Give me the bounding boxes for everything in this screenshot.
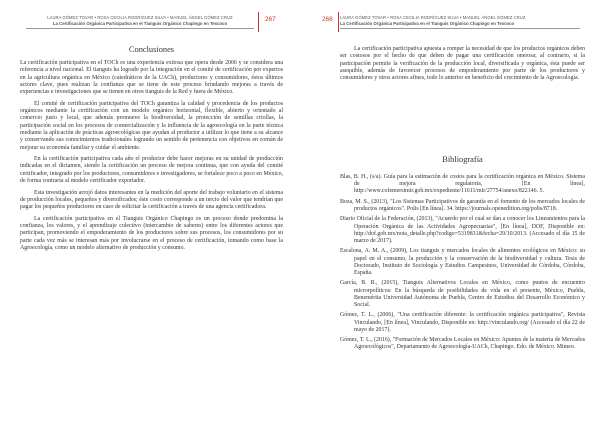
bibliography-list [340,174,585,355]
conclusions-body [20,60,283,257]
bibliography-entry: Boza, M. S., (2013), "Los Sistemas Participativos de garantía en el fomento de los mercados locales de productos orgánicos". Polis [En línea]. 34. https://journals.openedition.org/polis/8718. [340,198,585,212]
right-page [300,0,600,440]
left-header-title: La Certificación Orgánica Participativa en el Tianguis Orgánico Chapingo en Texcoco [52,21,228,26]
conclusions-paragraph: La certificación participativa en el TOCh es una experiencia exitosa que opera desde 2006 y se considera una referencia a nivel nacional. El tianguis ha logrado por la integración en el comité de certificación por expertos en la agricultura orgánica en México (catedráticos de la UACh), productores y consumidores, éstos últimos actores clave, pues realizan la confianza que se tiene de este proceso brindando mejoras a través de experiencias e investigaciones que se tienen en otros tianguis de la Red y fuera de México. [20,60,283,96]
left-header-authors: LAURA GÓMEZ TOVAR • ROSA CECILIA RODRÍGUEZ SILVA • MANUEL ÁNGEL GÓMEZ CRUZ [47,15,233,20]
conclusions-paragraph: La certificación participativa en el Tianguis Orgánico Chapingo es un proceso donde predomina la confianza, los valores, y el aprendizaje colectivo (intercambio de saberes) entre los diferentes actores que participan, promoviendo el empoderamiento de los productores sobre sus procesos, los consumidores por su parte cada vez más se interesan más por involucrarse en el proceso de certificación, tomando como base la Agroecología, como un modelo alternativo de producción y consumo. [20,215,283,252]
right-header-title: La Certificación Orgánica Participativa en el Tianguis Orgánico Chapingo en Texcoco [340,21,515,26]
bibliography-entry: García, B. R., (2015), Tianguis Alternativos Locales en México, como puntos de encuentro microrpolíticos: En la búsqueda de posibilidades de vida en el presente, México, Puebla, Benemérita Universidad Autónoma de Puebla, Centro de Estudios del Desarrollo Económico y Social. [340,280,585,308]
right-running-header [340,15,580,27]
right-page-number: 268 [322,16,333,23]
right-header-authors: LAURA GÓMEZ TOVAR • ROSA CECILIA RODRÍGUEZ SILVA • MANUEL ÁNGEL GÓMEZ CRUZ [340,15,526,20]
bibliography-heading: Bibliografía [442,155,483,164]
conclusions-heading: Conclusiones [128,45,175,54]
bibliography-entry: Blas, B. H., (s/a). Guía para la estimación de costos para la certificación orgánica en México. Sistema de mejora regulatoria, [En línea], http://www.cofemersimir.gob.mx/expediente/11611/mir/27754/anexo/822146. 5. [340,174,585,195]
left-running-header [26,15,254,27]
bibliography-entry: Diario Oficial de la Federación, (2013), "Acuerdo por el cual se dan a conocer los Lineamientos para la Operación Orgánica de las Actividades Agropecuarias", [En línea], DOF, Disponible en: http://dof.gob.mx/nota_detalle.php?codigo=5319831&fecha=29/10/2013. (Accesado el día 15 de marzo de 2017). [340,216,585,244]
intro-body [340,46,585,87]
bibliography-entry: Gómez, T. L., (2016), "Formación de Mercados Locales en México: Apuntes de la materia de Mercados Agroecológicos", Departamento de Agroecología-UACh, Chapingo. Edo. de México. Mimeo. [340,337,585,351]
intro-paragraph: La certificación participativa apuesta a romper la necesidad de que los productos orgánicos deben ser costosos por el hecho de que deben de pagar una certificación onerosa; al contrario, si la participación permite la verificación de la producción local, diversificada y orgánica, ésta puede ser asequible, además de favorecer procesos de empoderamiento por parte de los productores y consumidores y otros actores afines, todo lo anterior en beneficio del crecimiento de la Agroecología. [340,46,585,82]
left-header-divider [26,28,254,29]
left-page-number-rule [258,12,259,32]
conclusions-paragraph: El comité de certificación participativa del TOCh garantiza la calidad y procedencia de los productos orgánicos mediante la certificación con un modelo orgánico horizontal, flexible, abierto y orientado al comercio justo y local, que además promueve la biodiversidad, la protección de semillas criollas, la participación social en los procesos de comercialización y la influencia de la agroecología en la parte técnica mediante la aplicación de prácticas agroecológicas que ayudan al productor a utilizar lo que tiene a su alcance y conservando sus conocimientos tradicionales logrando un sentido de pertenencia con objetivos en común de mejorar su economía familiar y cuidar el ambiente. [20,100,283,151]
bibliography-entry: Gómez, T. L., (2006), "Una certificación diferente: la certificación orgánica participativa", Revista Vinculando, [En línea], Vinculando, Disponible en: http://vinculando.org/ (Accesado el día 22 de mayo de 2017). [340,312,585,333]
right-header-divider [340,28,580,29]
conclusions-paragraph: Esta investigación arrojó datos interesantes en la medición del aporte del trabajo voluntario en el sistema de producción locales, pequeños y diversificados; éste costo corresponde a un tercio del valor que tendrían que pagar los pequeños productores en caso de solicitar la certificación a través de una agencia certificadora. [20,189,283,211]
conclusions-paragraph: En la certificación participativa cada año el productor debe hacer mejoras en su unidad de producción indicadas en el dictamen, siendo la certificación un proceso de mejora continua, que con ayuda del comité certificador, integrado por los productores, consumidores e investigadores, se fortalece poco a poco en México, de forma contraria al modelo certificador exportador. [20,156,283,185]
bibliography-entry: Escalona, A. M. A., (2009), Los tianguis y mercados locales de alimentos ecológicos en México: su papel en el consumo, la producción y la conservación de la biodiversidad y cultura. Tesis de Doctorado, Instituto de Sociología y Estudios Campesinos, Universidad de Córdoba, Córdoba, España. [340,248,585,276]
left-page-number: 267 [265,16,276,23]
right-page-number-rule [338,12,339,32]
